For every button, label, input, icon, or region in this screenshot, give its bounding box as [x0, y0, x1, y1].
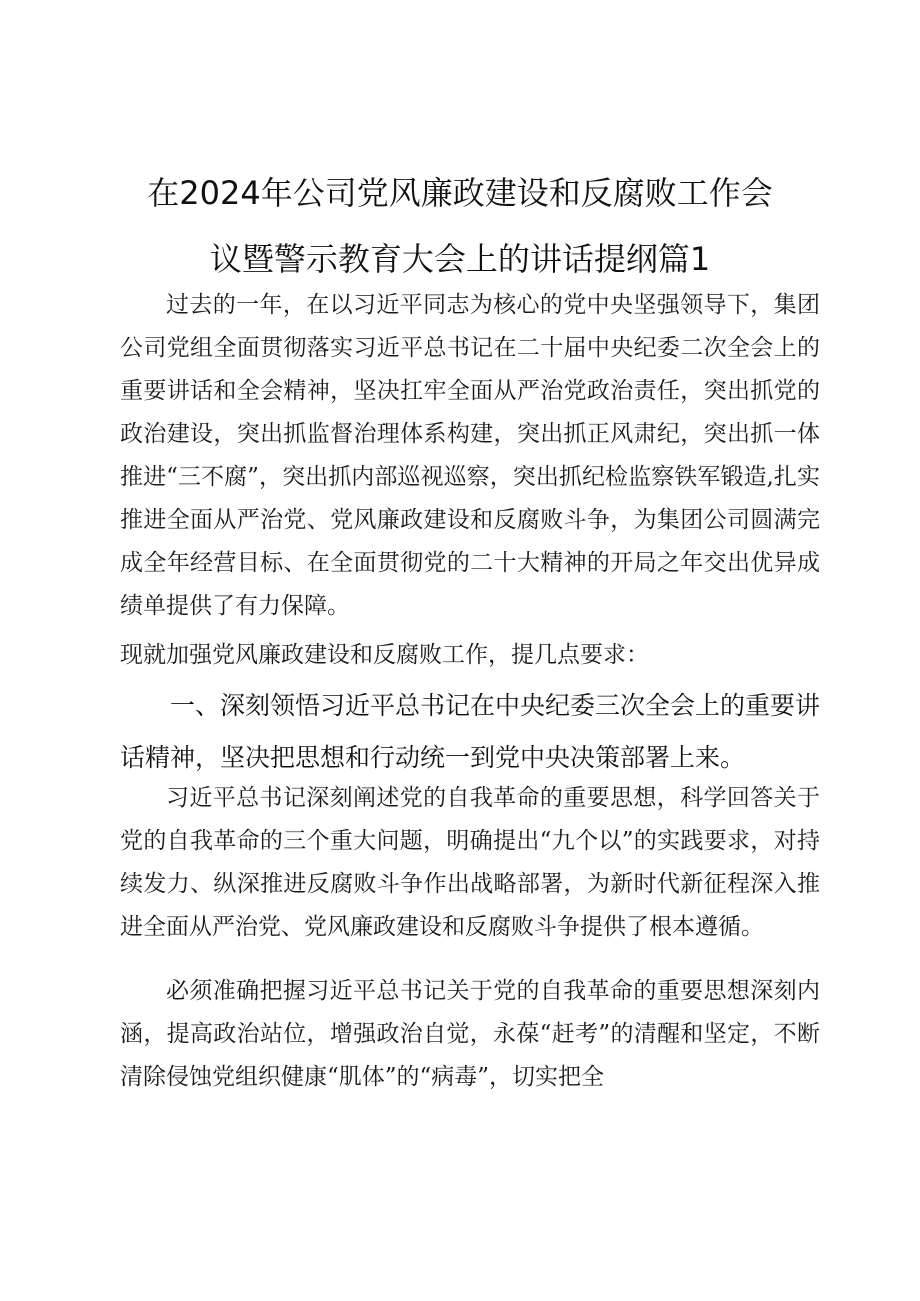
- paragraph-section1-body: 习近平总书记深刻阐述党的自我革命的重要思想，科学回答关于党的自我革命的三个重大问题，明确提出“九个以”的实践要求，对持续发力、纵深推进反腐败斗争作出战略部署，为新时代新征程深入推进全面从严治党、党风廉政建设和反腐败斗争提供了根本遵循。: [120, 785, 820, 940]
- paragraph-review: 过去的一年，在以习近平同志为核心的党中央坚强领导下，集团公司党组全面贯彻落实习近平总书记在二十届中央纪委二次全会上的重要讲话和全会精神，坚决扛牢全面从严治党政治责任，突出抓党的政治建设，突出抓监督治理体系构建，突出抓正风肃纪，突出抓一体推进“三不腐”，突出抓内部巡视巡察，突出抓纪检监察铁军锻造,扎实推进全面从严治党、党风廉政建设和反腐败斗争，为集团公司圆满完成全年经营目标、在全面贯彻党的二十大精神的开局之年交出优异成绩单提供了有力保障。: [120, 292, 820, 619]
- section-heading-1: 一、深刻领悟习近平总书记在中央纪委三次全会上的重要讲话精神，坚决把思想和行动统一到党中央决策部署上来。: [120, 691, 821, 772]
- document-title-line2: 议暨警示教育大会上的讲话提纲篇1: [209, 240, 711, 278]
- document-title-line1: 在2024年公司党风廉政建设和反腐败工作会: [147, 174, 773, 212]
- paragraph-requirements-intro: 现就加强党风廉政建设和反腐败工作，提几点要求：: [120, 642, 649, 668]
- paragraph-section1-continued: 必须准确把握习近平总书记关于党的自我革命的重要思想深刻内涵，提高政治站位，增强政治自觉，永葆“赶考”的清醒和坚定，不断清除侵蚀党组织健康“肌体”的“病毒”，切实把全: [120, 978, 820, 1090]
